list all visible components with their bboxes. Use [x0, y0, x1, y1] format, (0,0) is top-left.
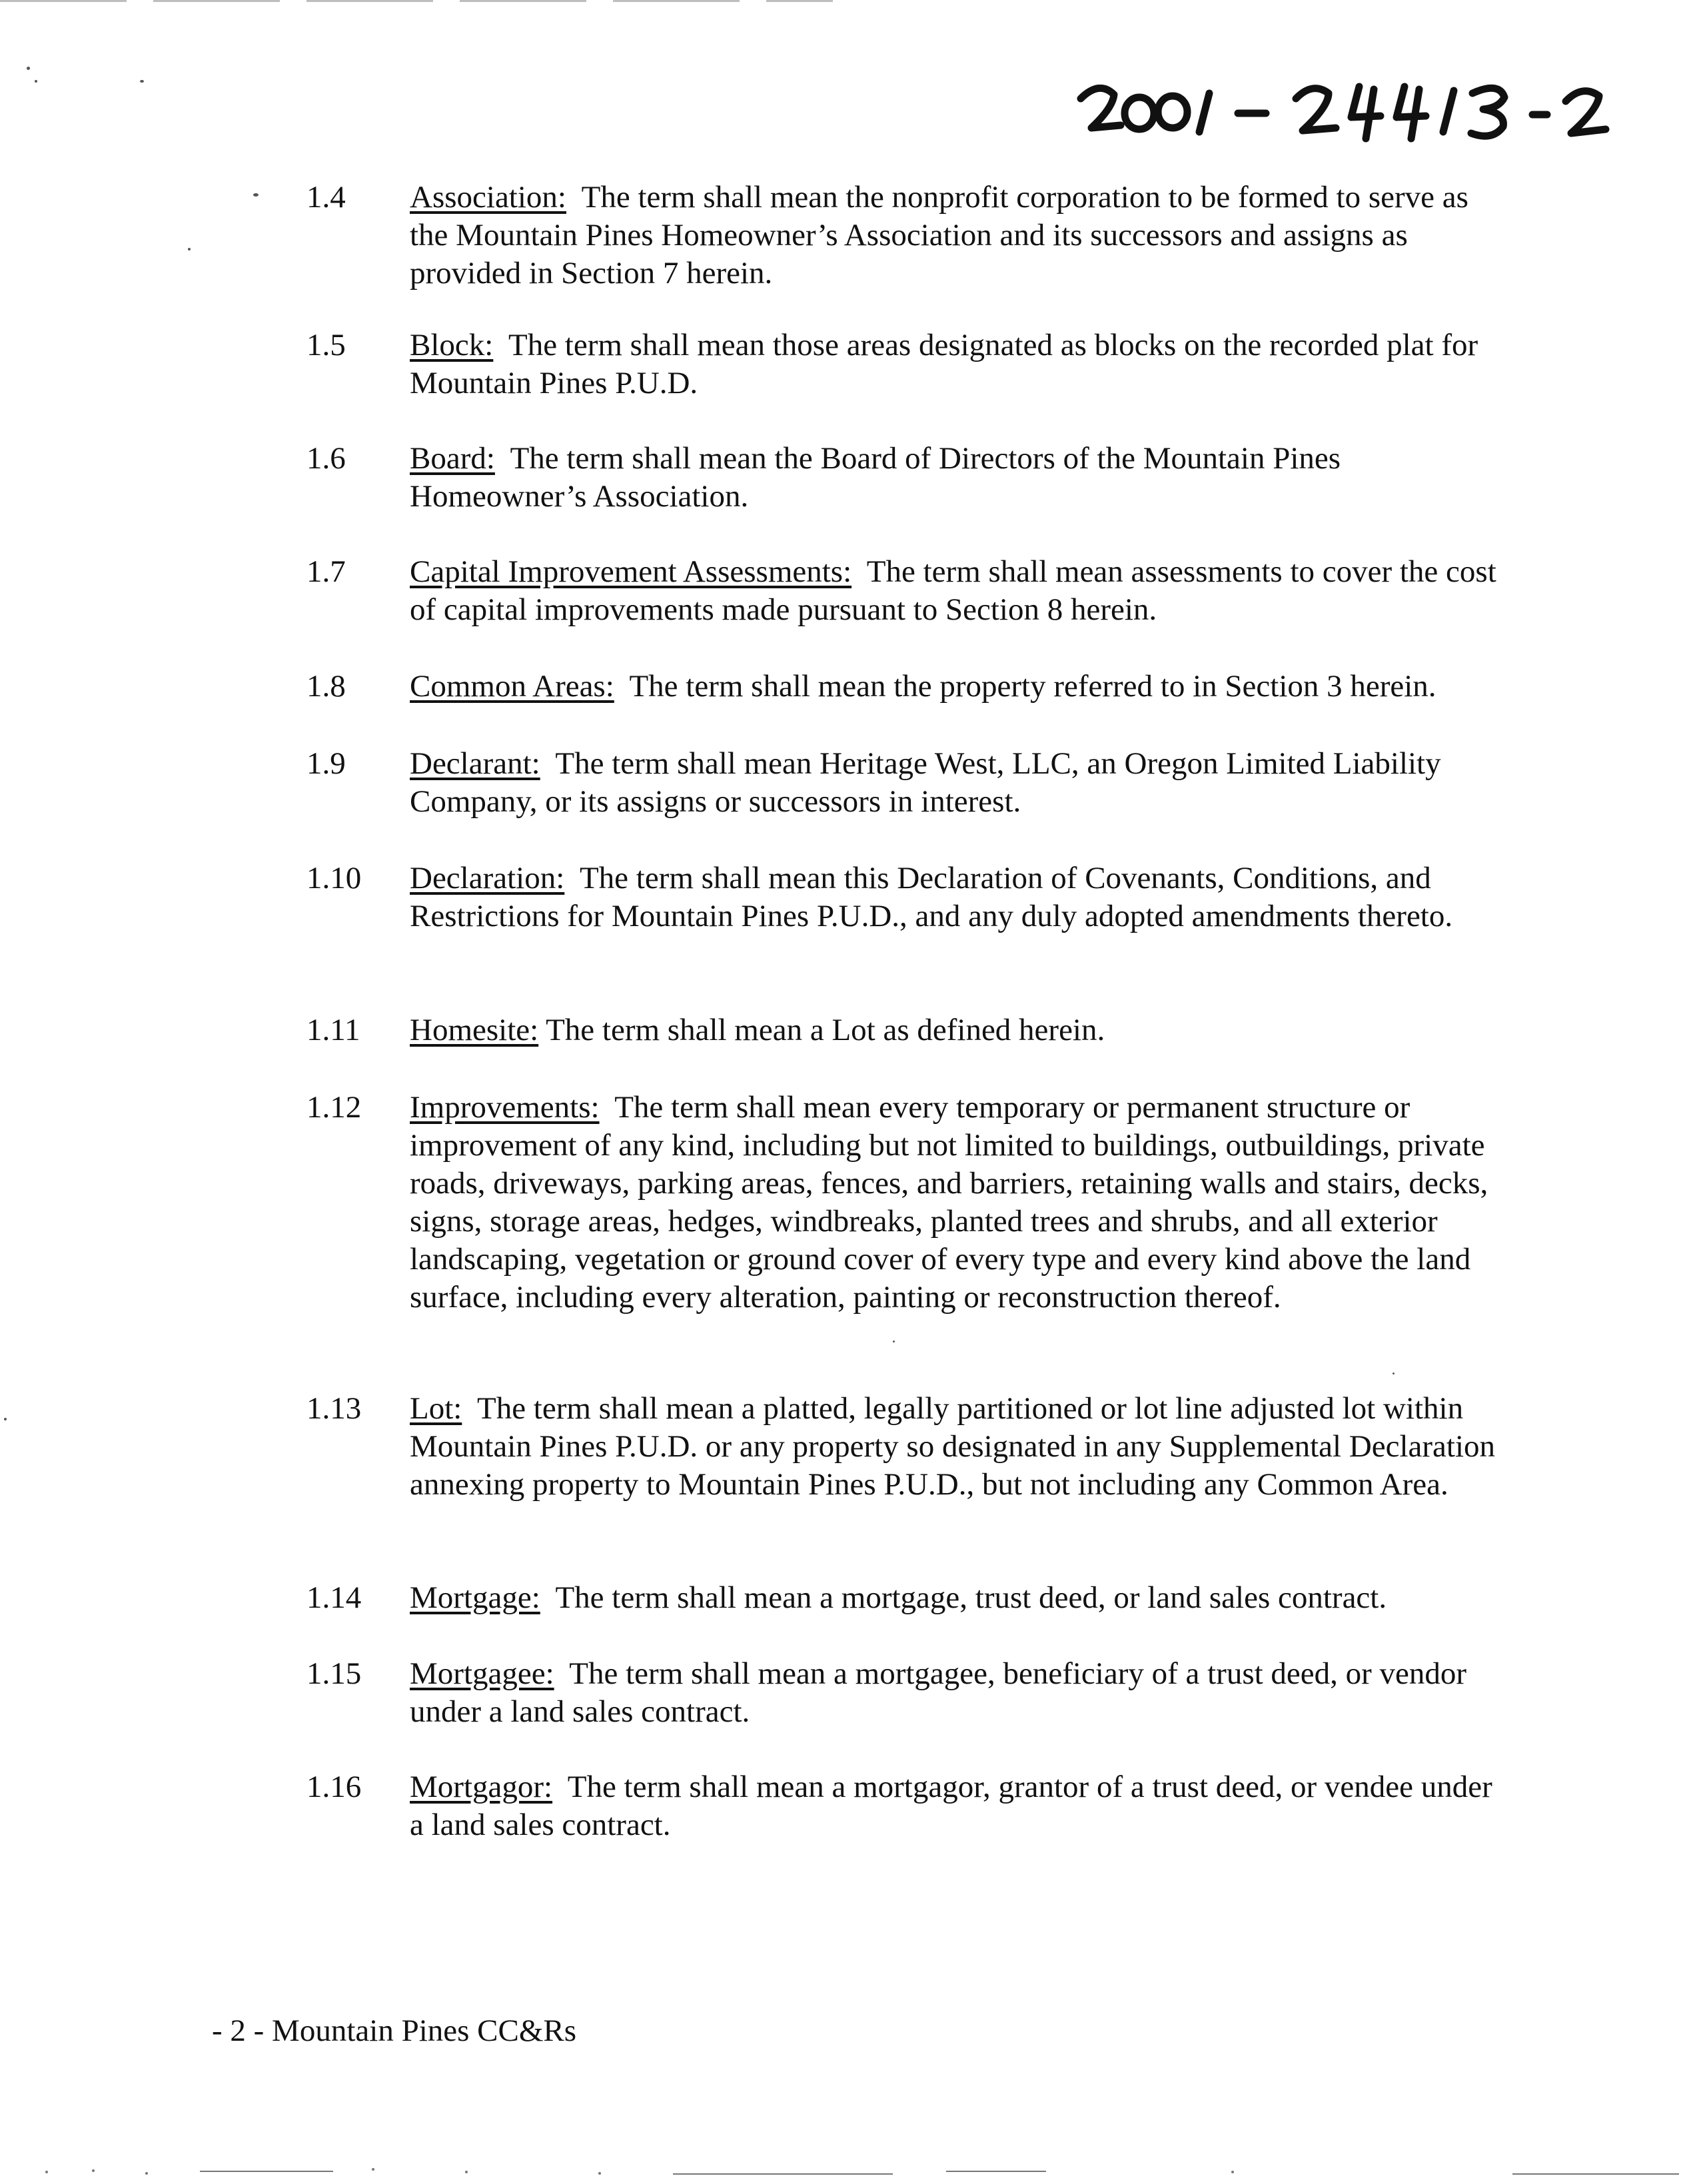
definition-term: Capital Improvement Assessments:	[410, 554, 852, 589]
definition-text: The term shall mean a mortgagor, grantor of a trust deed, or vendee under a land sales contract.	[410, 1770, 1492, 1842]
definition-body	[410, 326, 1509, 402]
definition-number: 1.12	[306, 1090, 362, 1125]
definition-body	[410, 1011, 1509, 1049]
definition-text: The term shall mean a Lot as defined herein.	[546, 1013, 1105, 1047]
definition-term: Declaration:	[410, 861, 565, 895]
definition-number: 1.14	[306, 1580, 362, 1615]
definition-text: The term shall mean a mortgagee, beneficiary of a trust deed, or vendor under a land sales contract.	[410, 1656, 1467, 1729]
definition-body	[410, 1390, 1509, 1504]
definition-body	[410, 1655, 1509, 1731]
definition-text: The term shall mean the property referred to in Section 3 herein.	[629, 669, 1436, 704]
definition-number: 1.15	[306, 1656, 362, 1691]
definition-term: Common Areas:	[410, 669, 614, 704]
definition-body	[410, 745, 1509, 821]
definition-term: Homesite:	[410, 1013, 539, 1047]
definition-number: 1.5	[306, 328, 346, 362]
definition-number: 1.6	[306, 441, 346, 476]
definition-body	[410, 859, 1509, 935]
definition-number: 1.7	[306, 554, 346, 589]
definition-body	[410, 1768, 1509, 1844]
definition-number: 1.8	[306, 669, 346, 704]
definition-body	[410, 668, 1509, 706]
definition-text: The term shall mean a mortgage, trust deed, or land sales contract.	[555, 1580, 1387, 1615]
definition-term: Declarant:	[410, 746, 540, 781]
definition-term: Mortgagor:	[410, 1770, 553, 1804]
definition-text: The term shall mean this Declaration of Covenants, Conditions, and Restrictions for Mountain Pines P.U.D., and any duly adopted amendments thereto.	[410, 861, 1453, 933]
definition-number: 1.13	[306, 1391, 362, 1426]
definition-text: The term shall mean a platted, legally partitioned or lot line adjusted lot within Mountain Pines P.U.D. or any property so designated in any Supplemental Declaration annexing property to Mountain Pines P.U.D., but not including any Common Area.	[410, 1391, 1496, 1502]
definition-term: Board:	[410, 441, 495, 476]
definition-body	[410, 179, 1509, 292]
definition-text: The term shall mean assessments to cover the cost of capital improvements made pursuant to Section 8 herein.	[410, 554, 1496, 627]
definition-body	[410, 553, 1509, 629]
definition-text: The term shall mean those areas designated as blocks on the recorded plat for Mountain Pines P.U.D.	[410, 328, 1478, 400]
definition-number: 1.4	[306, 180, 346, 215]
scan-edge-noise	[0, 2165, 1695, 2179]
definition-number: 1.9	[306, 746, 346, 781]
definition-text: The term shall mean the nonprofit corporation to be formed to serve as the Mountain Pines Homeowner’s Association and its successors and assigns as provided in Section 7 herein.	[410, 180, 1468, 290]
page-footer: - 2 - Mountain Pines CC&Rs	[212, 2013, 577, 2048]
definition-text: The term shall mean the Board of Directors of the Mountain Pines Homeowner’s Association.	[410, 441, 1341, 514]
definition-term: Association:	[410, 180, 566, 215]
definition-text: The term shall mean every temporary or permanent structure or improvement of any kind, including but not limited to buildings, outbuildings, private roads, driveways, parking areas, fences, and barriers, retaining walls and stairs, decks, signs, storage areas, hedges, windbreaks, planted trees and shrubs, and all exterior landscaping, vegetation or ground cover of every type and every kind above the land surface, including every alteration, painting or reconstruction thereof.	[410, 1090, 1488, 1315]
definition-number: 1.10	[306, 861, 362, 895]
definition-term: Block:	[410, 328, 494, 362]
definition-number: 1.16	[306, 1770, 362, 1804]
definition-term: Mortgage:	[410, 1580, 540, 1615]
definition-body	[410, 1579, 1509, 1617]
definition-text: The term shall mean Heritage West, LLC, an Oregon Limited Liability Company, or its assigns or successors in interest.	[410, 746, 1441, 819]
definition-term: Lot:	[410, 1391, 462, 1426]
definition-body	[410, 440, 1509, 516]
definition-term: Mortgagee:	[410, 1656, 554, 1691]
definition-body	[410, 1089, 1509, 1317]
definition-term: Improvements:	[410, 1090, 600, 1125]
definition-number: 1.11	[306, 1013, 360, 1047]
